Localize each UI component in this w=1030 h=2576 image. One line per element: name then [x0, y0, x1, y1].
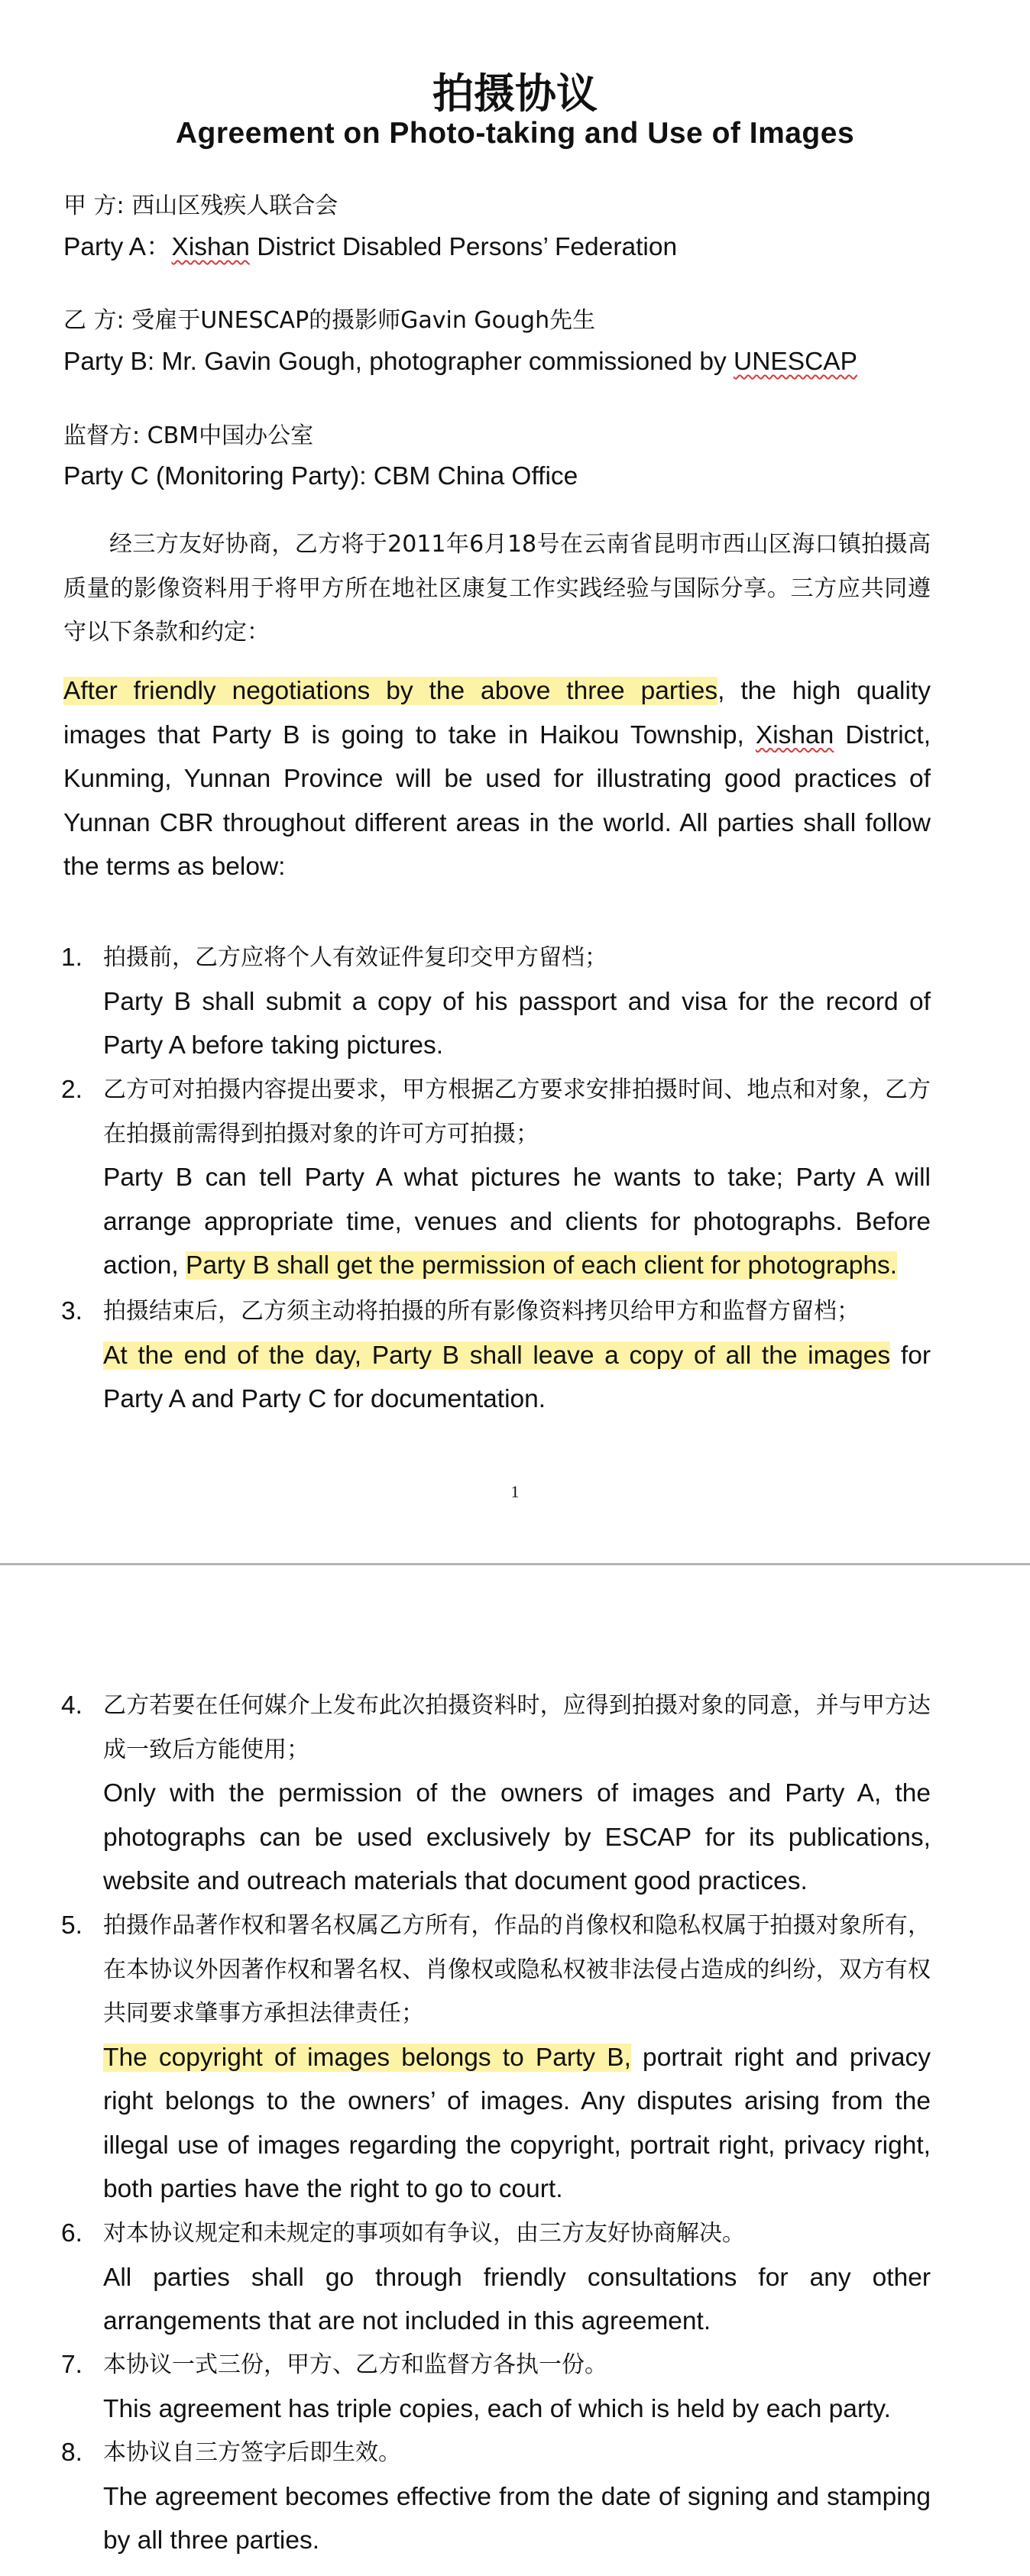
intro-cn: 经三方友好协商，乙方将于2011年6月18号在云南省昆明市西山区海口镇拍摄高质量的影像资料用于将甲方所在地社区康复工作实践经验与国际分享。三方应共同遵守以下条款和约定：: [63, 531, 931, 646]
party-b-en-prefix: Party B: Mr. Gavin Gough, photographer commissioned by: [63, 348, 734, 376]
party-b-en-spellcheck-word: UNESCAP: [734, 348, 857, 376]
list-item-en: [103, 1334, 931, 1422]
page-2: [0, 1567, 1030, 2576]
party-c-en-text: Party C (Monitoring Party): CBM China Office: [63, 462, 578, 490]
list-item-number: 6.: [61, 2219, 83, 2248]
document-title-cn: 拍摄协议: [432, 70, 598, 118]
list-item-en-part-b: portrait right and privacy right belongs to the owners’ of images. Any disputes arising from the illegal use of images regarding the copyright, portrait right, privacy right, both parties have the right to go to court.: [103, 2043, 931, 2203]
list-item-en: [103, 2036, 931, 2212]
list-item-number: 5.: [61, 1911, 83, 1940]
party-c-cn-label: 监督方:: [63, 422, 141, 449]
intro-en-spellcheck-word: Xishan: [755, 720, 834, 749]
list-item-en-part-b: for Party A and Party C for documentation.: [103, 1341, 931, 1413]
party-b-cn: [63, 307, 595, 335]
list-item-en: The agreement becomes effective from the date of signing and stamping by all three parties.: [103, 2482, 931, 2555]
intro-en: [63, 669, 931, 889]
list-item-cn: 拍摄前，乙方应将个人有效证件复印交甲方留档；: [103, 944, 607, 971]
list-item-en-highlight: Party B shall get the permission of each client for photographs.: [186, 1251, 898, 1280]
list-item-cn: 对本协议规定和未规定的事项如有争议，由三方友好协商解决。: [103, 2220, 745, 2247]
party-a-en-rest: District Disabled Persons’ Federation: [249, 233, 678, 261]
page-number: 1: [510, 1482, 520, 1501]
party-a-en-spellcheck-word: Xishan: [171, 233, 250, 261]
list-item-en: Party B shall submit a copy of his passport and visa for the record of Party A before taking pictures.: [103, 987, 931, 1060]
party-a-en: [63, 232, 677, 263]
list-item-cn: 乙方可对拍摄内容提出要求，甲方根据乙方要求安排拍摄时间、地点和对象，乙方在拍摄前需得到拍摄对象的许可方可拍摄；: [103, 1076, 931, 1147]
list-item-cn: 本协议自三方签字后即生效。: [103, 2439, 401, 2466]
party-a-cn-label: 甲 方:: [63, 193, 125, 219]
party-a-cn-value: 西山区残疾人联合会: [131, 193, 338, 219]
list-item-4: [61, 1684, 931, 1904]
party-b-cn-label: 乙 方:: [63, 307, 125, 334]
list-item-1: [61, 936, 931, 1068]
party-c-cn: [63, 422, 313, 450]
party-a-en-prefix: Party A：: [63, 233, 172, 261]
list-item-cn: 本协议一式三份，甲方、乙方和监督方各执一份。: [103, 2351, 607, 2378]
list-item-en: [103, 1156, 931, 1288]
document-title-en: Agreement on Photo-taking and Use of Images: [175, 117, 855, 150]
intro-en-highlight: After friendly negotiations by the above three parties: [63, 677, 718, 705]
intro-en-part-b: District, Kunming, Yunnan Province will be used for illustrating good practices of Yunnan CBR throughout different areas in the world. All parties shall follow the terms as below:: [63, 720, 931, 881]
list-item-number: 2.: [61, 1076, 83, 1104]
list-item-7: [61, 2343, 931, 2431]
list-item-en-highlight: At the end of the day, Party B shall leave a copy of all the images: [103, 1341, 891, 1370]
intro-en-part-a: , the high quality images that Party B is going to take in Haikou Township,: [63, 677, 931, 749]
list-item-en-highlight: The copyright of images belongs to Party B,: [103, 2043, 631, 2072]
list-item-cn: 拍摄结束后，乙方须主动将拍摄的所有影像资料拷贝给甲方和监督方留档；: [103, 1298, 860, 1325]
list-item-5: [61, 1904, 931, 2212]
list-item-3: [61, 1290, 931, 1422]
list-item-cn: 拍摄作品著作权和署名权属乙方所有，作品的肖像权和隐私权属于拍摄对象所有，在本协议外因著作权和署名权、肖像权或隐私权被非法侵占造成的纠纷，双方有权共同要求肇事方承担法律责任；: [103, 1912, 931, 2027]
list-item-number: 4.: [61, 1691, 83, 1720]
list-item-number: 1.: [61, 943, 83, 972]
list-item-8: [61, 2431, 931, 2563]
party-a-cn: [63, 193, 338, 220]
page-divider: [0, 1563, 1030, 1565]
list-item-2: [61, 1068, 931, 1288]
party-b-cn-value: 受雇于UNESCAP的摄影师Gavin Gough先生: [131, 307, 596, 334]
list-item-cn: 乙方若要在任何媒介上发布此次拍摄资料时，应得到拍摄对象的同意，并与甲方达成一致后方能使用；: [103, 1692, 931, 1763]
list-item-en: Only with the permission of the owners of images and Party A, the photographs can be used exclusively by ESCAP for its publications, website and outreach materials that document good practices.: [103, 1779, 931, 1895]
list-item-en: All parties shall go through friendly consultations for any other arrangements that are not included in this agreement.: [103, 2263, 931, 2335]
list-item-6: [61, 2212, 931, 2344]
list-item-number: 3.: [61, 1297, 83, 1325]
list-item-number: 8.: [61, 2438, 83, 2467]
list-item-en-part-a: Party B can tell Party A what pictures he wants to take; Party A will arrange appropriate time, venues and clients for photographs. Before action,: [103, 1163, 931, 1280]
party-c-cn-value: CBM中国办公室: [147, 422, 314, 449]
list-item-number: 7.: [61, 2351, 83, 2379]
party-c-en: [63, 461, 578, 492]
list-item-en: This agreement has triple copies, each of which is held by each party.: [103, 2394, 891, 2423]
party-b-en: [63, 347, 857, 377]
